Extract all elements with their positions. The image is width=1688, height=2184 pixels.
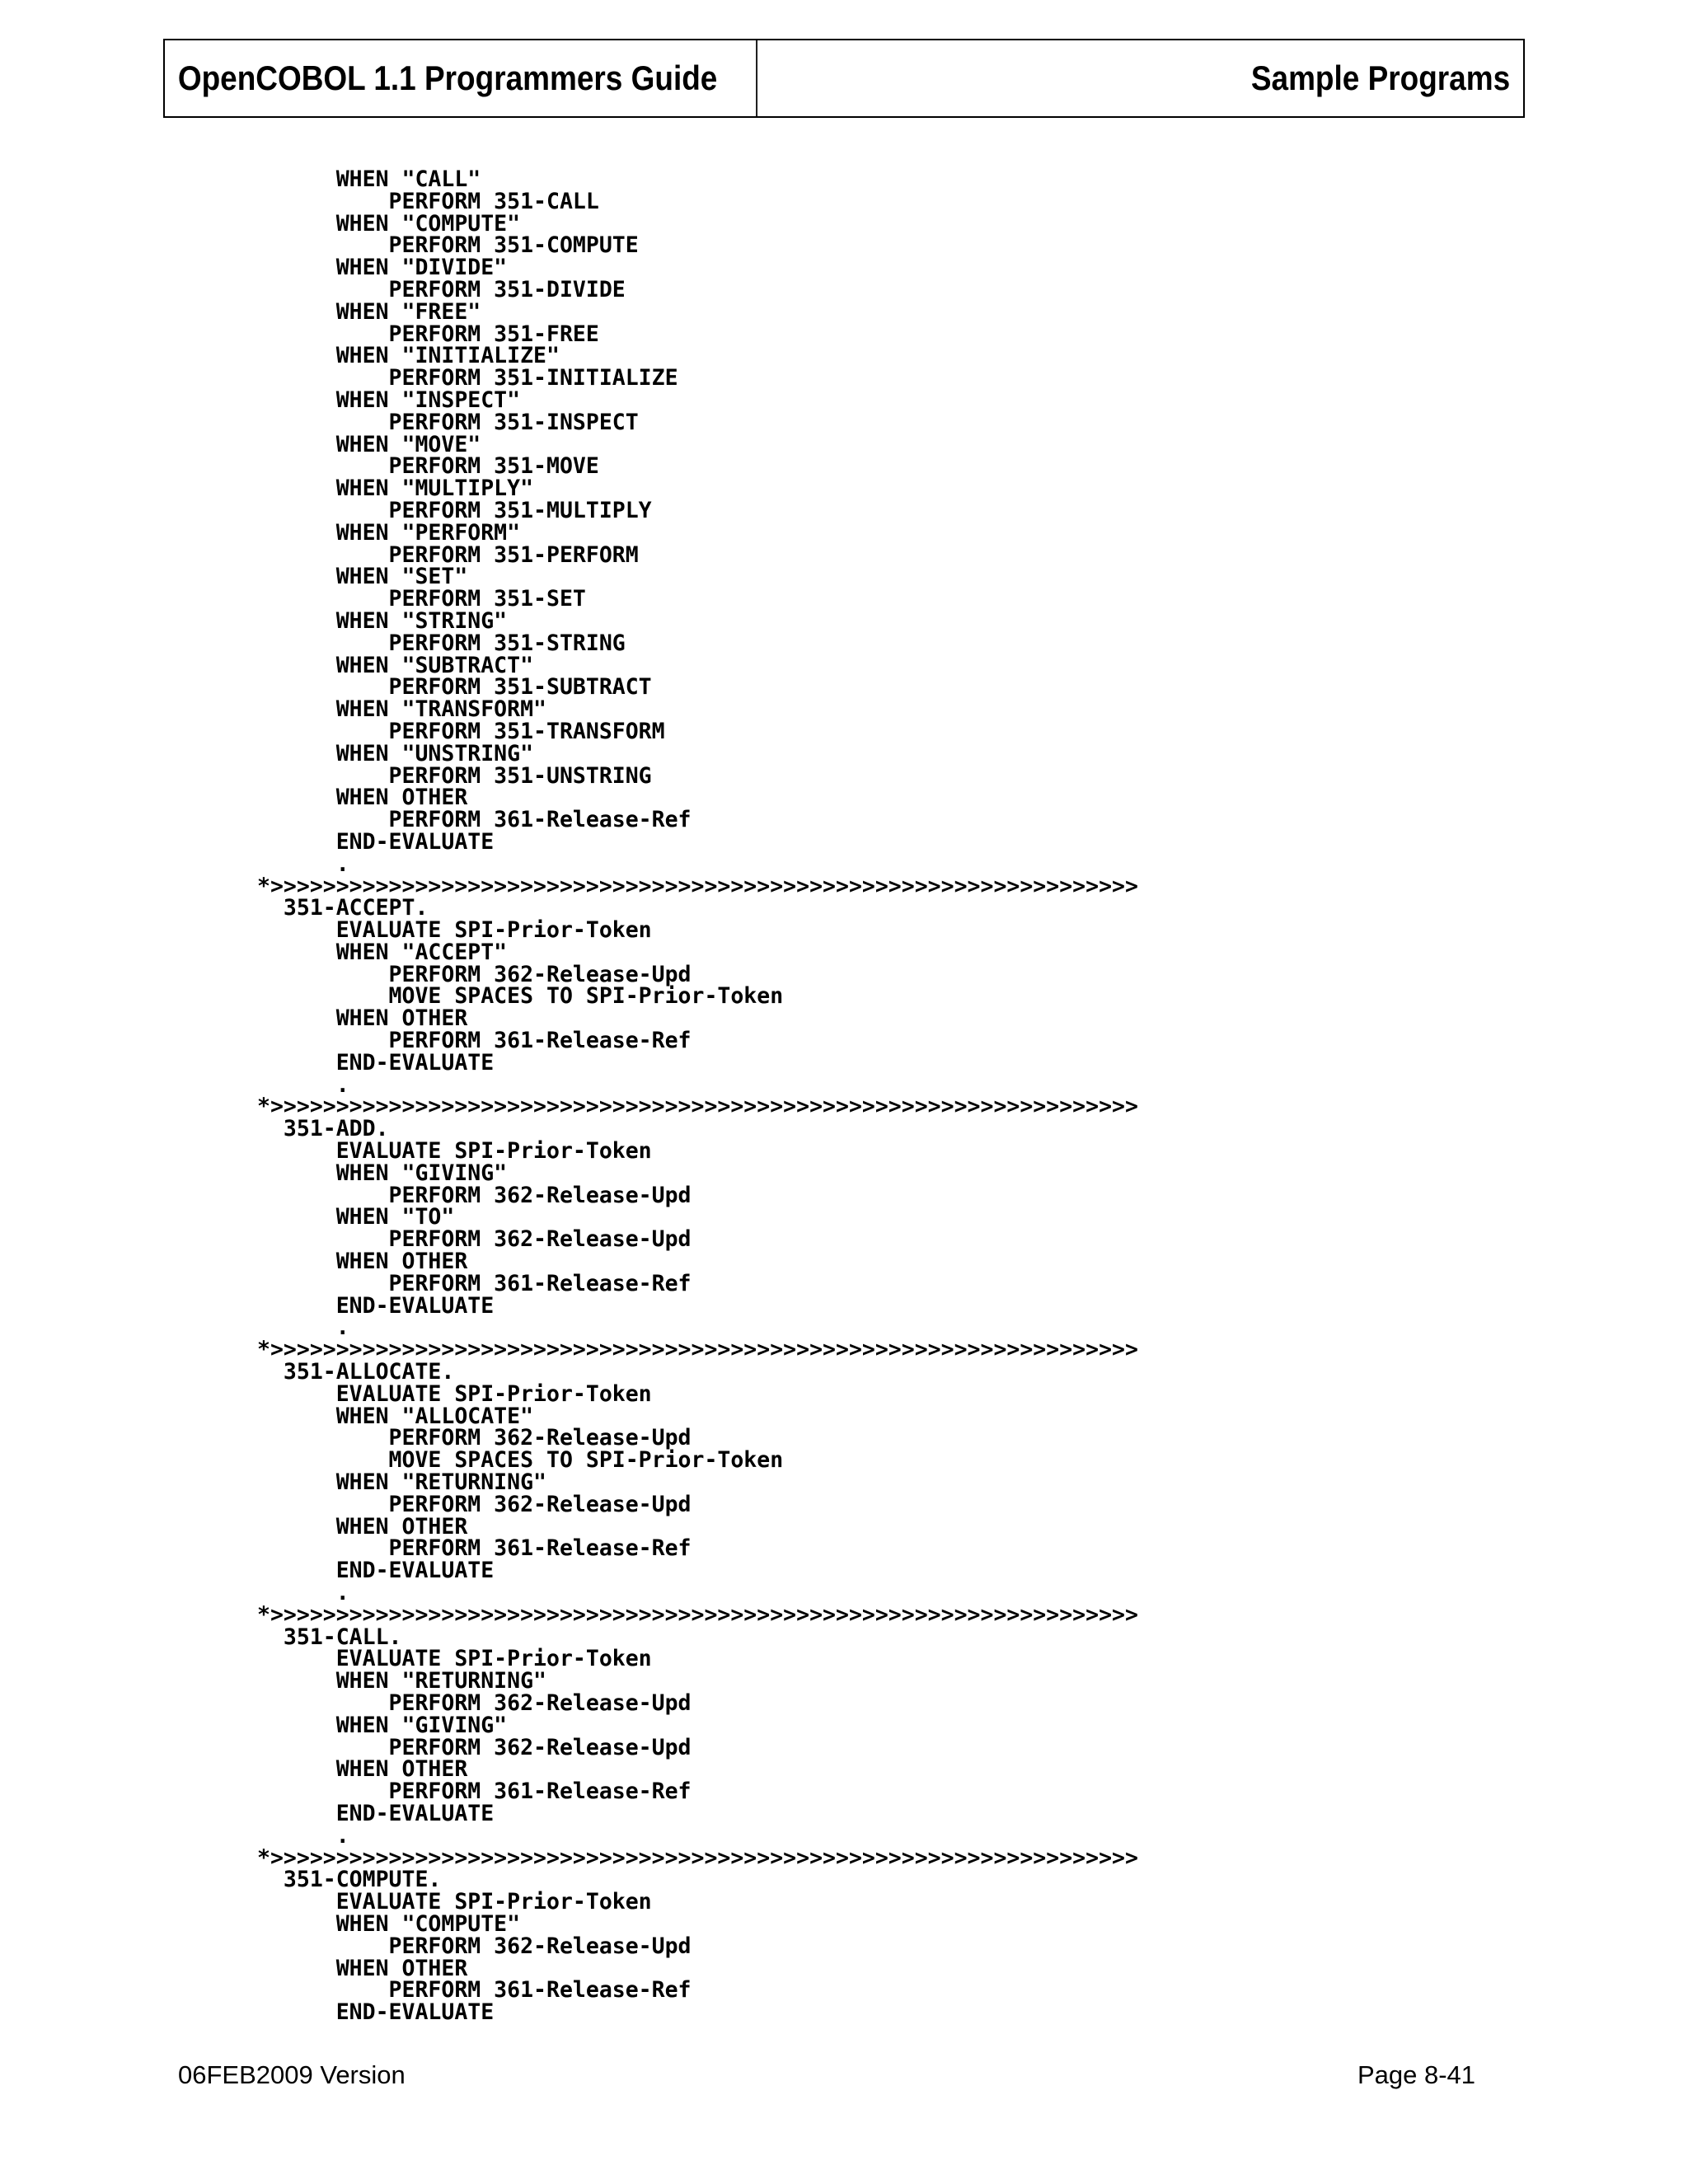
code-line: WHEN OTHER bbox=[257, 1513, 468, 1540]
code-line: MOVE SPACES TO SPI-Prior-Token bbox=[257, 1447, 784, 1474]
code-line: . bbox=[257, 851, 349, 877]
code-line: EVALUATE SPI-Prior-Token bbox=[257, 1380, 652, 1407]
code-line: *>>>>>>>>>>>>>>>>>>>>>>>>>>>>>>>>>>>>>>>>>>>>>>>>>>>>>>>>>>>>>>>>>> bbox=[257, 873, 1138, 899]
code-line: WHEN OTHER bbox=[257, 1756, 468, 1783]
code-line: PERFORM 351-STRING bbox=[257, 630, 626, 656]
code-line: PERFORM 361-Release-Ref bbox=[257, 1270, 692, 1296]
code-line: PERFORM 362-Release-Upd bbox=[257, 1734, 692, 1760]
code-line: PERFORM 362-Release-Upd bbox=[257, 1425, 692, 1451]
code-line: 351-ADD. bbox=[257, 1116, 389, 1142]
code-line: . bbox=[257, 1822, 349, 1849]
code-line: END-EVALUATE bbox=[257, 1558, 495, 1584]
code-line: PERFORM 361-Release-Ref bbox=[257, 1977, 692, 2004]
code-line: EVALUATE SPI-Prior-Token bbox=[257, 1646, 652, 1672]
code-line: 351-ACCEPT. bbox=[257, 895, 429, 921]
code-line: WHEN OTHER bbox=[257, 1005, 468, 1032]
code-line: PERFORM 362-Release-Upd bbox=[257, 1690, 692, 1716]
code-line: PERFORM 362-Release-Upd bbox=[257, 961, 692, 987]
code-line: WHEN OTHER bbox=[257, 785, 468, 811]
code-line: WHEN "COMPUTE" bbox=[257, 1910, 521, 1937]
code-line: WHEN "ALLOCATE" bbox=[257, 1403, 534, 1429]
code-line: PERFORM 362-Release-Upd bbox=[257, 1226, 692, 1253]
code-line: EVALUATE SPI-Prior-Token bbox=[257, 1889, 652, 1915]
code-line: WHEN "GIVING" bbox=[257, 1160, 508, 1186]
code-line: WHEN "DIVIDE" bbox=[257, 255, 508, 281]
code-line: WHEN "UNSTRING" bbox=[257, 740, 534, 766]
code-line: WHEN "STRING" bbox=[257, 607, 508, 634]
code-line: END-EVALUATE bbox=[257, 1292, 495, 1319]
code-line: WHEN "COMPUTE" bbox=[257, 210, 521, 237]
code-line: WHEN "TRANSFORM" bbox=[257, 696, 546, 723]
code-line: PERFORM 351-INITIALIZE bbox=[257, 365, 678, 391]
code-line: PERFORM 362-Release-Upd bbox=[257, 1491, 692, 1517]
code-line: *>>>>>>>>>>>>>>>>>>>>>>>>>>>>>>>>>>>>>>>>>>>>>>>>>>>>>>>>>>>>>>>>>> bbox=[257, 1337, 1138, 1363]
code-line: WHEN "RETURNING" bbox=[257, 1668, 546, 1694]
code-line: PERFORM 351-TRANSFORM bbox=[257, 718, 665, 744]
code-line: PERFORM 351-INSPECT bbox=[257, 409, 639, 435]
code-line: WHEN "INSPECT" bbox=[257, 387, 521, 413]
code-line: PERFORM 361-Release-Ref bbox=[257, 807, 692, 833]
code-line: PERFORM 351-UNSTRING bbox=[257, 762, 652, 789]
code-line: PERFORM 351-DIVIDE bbox=[257, 276, 626, 302]
page-footer bbox=[178, 2060, 1475, 2090]
code-line: PERFORM 362-Release-Upd bbox=[257, 1933, 692, 1959]
code-line: END-EVALUATE bbox=[257, 1999, 495, 2026]
code-line: 351-CALL. bbox=[257, 1624, 402, 1650]
code-line: WHEN OTHER bbox=[257, 1249, 468, 1275]
code-line: WHEN "ACCEPT" bbox=[257, 939, 508, 965]
code-line: WHEN "FREE" bbox=[257, 298, 481, 325]
code-line: PERFORM 361-Release-Ref bbox=[257, 1028, 692, 1054]
section-title: Sample Programs bbox=[1250, 59, 1511, 97]
code-line: PERFORM 351-MOVE bbox=[257, 453, 599, 480]
code-line: EVALUATE SPI-Prior-Token bbox=[257, 917, 652, 944]
code-line: . bbox=[257, 1071, 349, 1098]
code-line: PERFORM 361-Release-Ref bbox=[257, 1779, 692, 1805]
code-line: MOVE SPACES TO SPI-Prior-Token bbox=[257, 983, 784, 1010]
code-line: WHEN "CALL" bbox=[257, 166, 481, 192]
code-line: . bbox=[257, 1315, 349, 1341]
code-line: PERFORM 351-MULTIPLY bbox=[257, 497, 652, 523]
code-line: WHEN OTHER bbox=[257, 1955, 468, 1981]
code-line: EVALUATE SPI-Prior-Token bbox=[257, 1138, 652, 1165]
code-line: PERFORM 362-Release-Upd bbox=[257, 1182, 692, 1208]
code-listing bbox=[257, 166, 1138, 2026]
code-line: WHEN "SUBTRACT" bbox=[257, 652, 534, 678]
code-line: *>>>>>>>>>>>>>>>>>>>>>>>>>>>>>>>>>>>>>>>>>>>>>>>>>>>>>>>>>>>>>>>>>> bbox=[257, 1601, 1138, 1628]
code-line: PERFORM 351-COMPUTE bbox=[257, 232, 639, 259]
code-line: PERFORM 361-Release-Ref bbox=[257, 1535, 692, 1562]
code-line: 351-COMPUTE. bbox=[257, 1867, 442, 1893]
code-line: WHEN "RETURNING" bbox=[257, 1469, 546, 1496]
code-line: WHEN "MOVE" bbox=[257, 431, 481, 457]
code-line: WHEN "TO" bbox=[257, 1204, 455, 1230]
code-line: WHEN "PERFORM" bbox=[257, 519, 521, 546]
code-line: 351-ALLOCATE. bbox=[257, 1359, 455, 1385]
page-header bbox=[163, 39, 1525, 118]
code-line: WHEN "SET" bbox=[257, 564, 468, 590]
code-line: WHEN "MULTIPLY" bbox=[257, 476, 534, 502]
code-line: *>>>>>>>>>>>>>>>>>>>>>>>>>>>>>>>>>>>>>>>>>>>>>>>>>>>>>>>>>>>>>>>>>> bbox=[257, 1094, 1138, 1120]
code-line: PERFORM 351-FREE bbox=[257, 321, 599, 347]
code-line: *>>>>>>>>>>>>>>>>>>>>>>>>>>>>>>>>>>>>>>>>>>>>>>>>>>>>>>>>>>>>>>>>>> bbox=[257, 1844, 1138, 1871]
code-line: END-EVALUATE bbox=[257, 828, 495, 855]
code-line: PERFORM 351-SUBTRACT bbox=[257, 674, 652, 701]
version-label: 06FEB2009 Version bbox=[178, 2060, 406, 2089]
code-line: PERFORM 351-PERFORM bbox=[257, 541, 639, 568]
code-line: END-EVALUATE bbox=[257, 1049, 495, 1076]
code-line: PERFORM 351-CALL bbox=[257, 188, 599, 214]
code-line: WHEN "INITIALIZE" bbox=[257, 343, 560, 369]
page-number: Page 8-41 bbox=[1357, 2060, 1475, 2089]
code-line: WHEN "GIVING" bbox=[257, 1712, 508, 1738]
code-line: . bbox=[257, 1580, 349, 1605]
code-line: END-EVALUATE bbox=[257, 1800, 495, 1826]
code-line: PERFORM 351-SET bbox=[257, 586, 586, 612]
document-title: OpenCOBOL 1.1 Programmers Guide bbox=[165, 40, 757, 116]
